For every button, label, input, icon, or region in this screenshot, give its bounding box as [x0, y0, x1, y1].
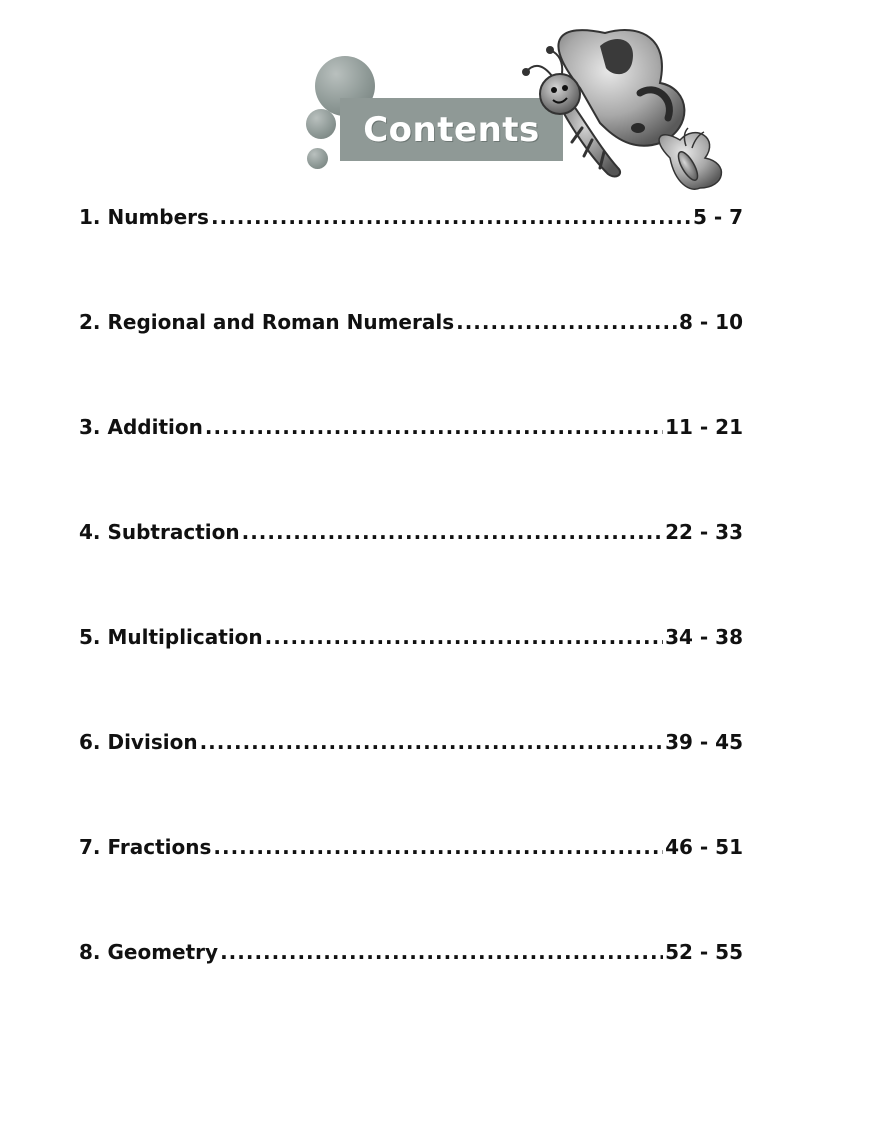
toc-entry-division[interactable]	[79, 727, 743, 832]
dot-leader	[265, 622, 663, 652]
toc-entry-geometry[interactable]	[79, 937, 743, 1042]
toc-entry-fractions[interactable]	[79, 832, 743, 937]
dot-leader	[200, 727, 664, 757]
butterfly-illustration	[520, 28, 760, 203]
dot-leader	[213, 832, 663, 862]
toc-page-range: 39 - 45	[665, 730, 743, 754]
toc-page-range: 46 - 51	[665, 835, 743, 859]
dot-leader	[456, 307, 677, 337]
dot-leader	[242, 517, 664, 547]
dot-leader	[220, 937, 663, 967]
table-of-contents	[79, 202, 743, 1042]
toc-page-range: 8 - 10	[679, 310, 743, 334]
toc-page-range: 5 - 7	[692, 205, 743, 229]
toc-entry-title: 7. Fractions	[79, 835, 212, 859]
toc-entry-addition[interactable]	[79, 412, 743, 517]
toc-entry-title: 3. Addition	[79, 415, 203, 439]
toc-entry-numbers[interactable]	[79, 202, 743, 307]
medium-bubble-decoration	[306, 109, 336, 139]
toc-entry-title: 5. Multiplication	[79, 625, 263, 649]
dot-leader	[205, 412, 663, 442]
toc-page-range: 11 - 21	[665, 415, 743, 439]
contents-header	[300, 28, 760, 203]
toc-entry-multiplication[interactable]	[79, 622, 743, 727]
toc-entry-title: 1. Numbers	[79, 205, 209, 229]
toc-entry-title: 2. Regional and Roman Numerals	[79, 310, 455, 334]
toc-entry-title: 6. Division	[79, 730, 198, 754]
toc-entry-title: 4. Subtraction	[79, 520, 240, 544]
antenna-shape	[526, 66, 552, 76]
toc-entry-title: 8. Geometry	[79, 940, 219, 964]
butterfly-head-shape	[540, 74, 580, 114]
small-bubble-decoration	[307, 148, 328, 169]
toc-page-range: 22 - 33	[665, 520, 743, 544]
toc-entry-subtraction[interactable]	[79, 517, 743, 622]
toc-page-range: 34 - 38	[665, 625, 743, 649]
toc-entry-regional-roman-numerals[interactable]	[79, 307, 743, 412]
page-title: Contents	[363, 109, 540, 150]
wing-dot-shape	[631, 123, 645, 133]
toc-page-range: 52 - 55	[665, 940, 743, 964]
dot-leader	[211, 202, 691, 232]
